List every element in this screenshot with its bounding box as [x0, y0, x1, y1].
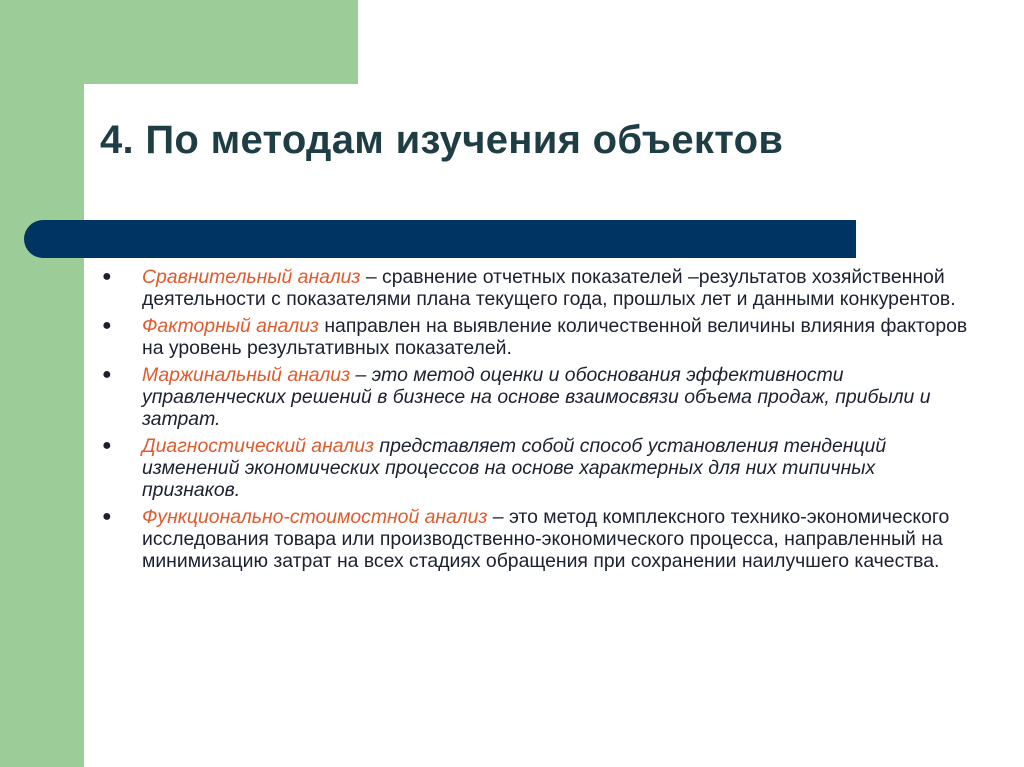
bullet-item-comparative — [100, 266, 970, 310]
bullet-dot-icon: ● — [102, 437, 112, 454]
green-top-band — [0, 0, 358, 84]
green-side-band — [0, 0, 84, 767]
slide-title: 4. По методам изучения объектов — [100, 118, 784, 162]
bullet-dot-icon: ● — [102, 508, 112, 525]
bullet-text: представляет собой способ установления тенденций изменений экономических процессов на основе характерных для них типичных признаков. — [142, 435, 887, 501]
bullet-text: направлен на выявление количественной величины влияния факторов на уровень результативных показателей. — [142, 315, 968, 359]
bullet-term: Маржинальный анализ — [142, 364, 351, 386]
bullet-term: Диагностический анализ — [142, 435, 375, 457]
bullet-term: Функционально-стоимостной анализ — [142, 506, 488, 528]
title-underline-bar — [24, 220, 856, 258]
bullet-dot-icon: ● — [102, 268, 112, 285]
bullet-dot-icon: ● — [102, 366, 112, 383]
bullet-term: Сравнительный анализ — [142, 266, 361, 288]
bullet-item-marginal — [100, 364, 970, 430]
bullet-item-functional-cost — [100, 506, 970, 572]
bullet-text: – сравнение отчетных показателей –результатов хозяйственной деятельности с показателями плана текущего года, прошлых лет и данными конкурентов. — [142, 266, 956, 310]
bullet-term: Факторный анализ — [142, 315, 319, 337]
bullet-item-factor — [100, 315, 970, 359]
bullet-list — [100, 266, 970, 577]
bullet-dot-icon: ● — [102, 317, 112, 334]
bullet-text: – это метод комплексного технико-экономического исследования товара или производственно-экономического процесса, направленный на минимизацию затрат на всех стадиях обращения при сохранении наилучшего качества. — [142, 506, 950, 572]
bullet-text: – это метод оценки и обоснования эффективности управленческих решений в бизнесе на основе взаимосвязи объема продаж, прибыли и затрат. — [142, 364, 931, 430]
bullet-item-diagnostic — [100, 435, 970, 501]
